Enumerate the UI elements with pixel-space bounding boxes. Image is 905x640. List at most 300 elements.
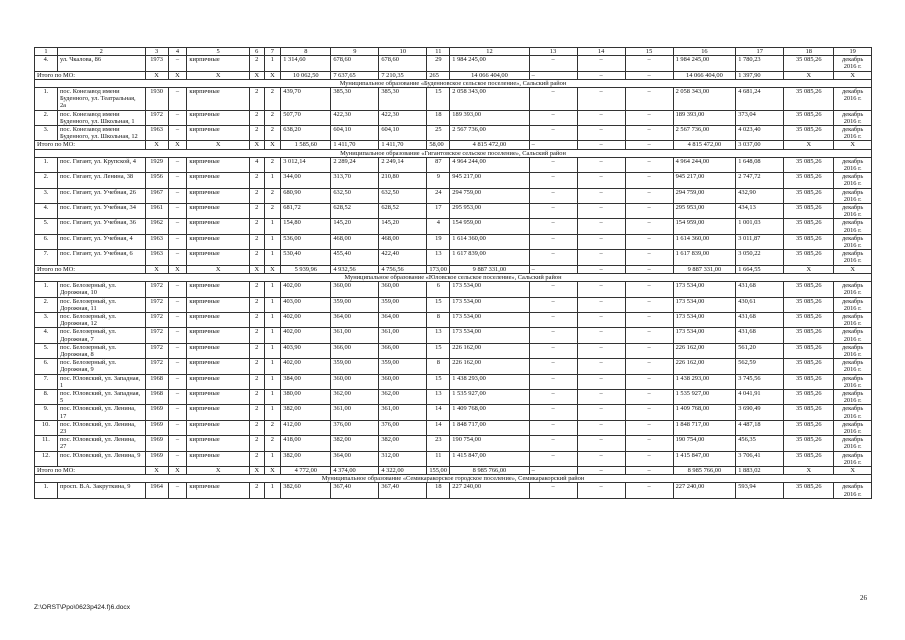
table-cell: 173 534,00 — [450, 328, 529, 343]
table-cell: 14 — [427, 405, 450, 420]
table-row — [35, 88, 872, 111]
table-cell: декабрь 2016 г. — [834, 219, 872, 234]
table-cell: – — [529, 188, 577, 203]
table-cell: 3 690,49 — [736, 405, 784, 420]
table-cell: 1963 — [145, 126, 168, 141]
table-cell: декабрь 2016 г. — [834, 436, 872, 451]
table-cell: 628,52 — [379, 204, 427, 219]
buildings-table — [34, 47, 872, 499]
table-cell: – — [625, 88, 673, 111]
table-cell: 2. — [35, 297, 58, 312]
table-cell: декабрь 2016 г. — [834, 374, 872, 389]
table-cell: – — [529, 436, 577, 451]
table-cell: 2 — [249, 126, 264, 141]
table-cell: 2. — [35, 110, 58, 125]
table-header-row — [35, 48, 872, 56]
table-cell: 2 058 343,00 — [673, 88, 736, 111]
address-cell: пос. Гигант, ул. Учебная, 26 — [57, 188, 145, 203]
table-cell: 2 — [249, 297, 264, 312]
table-cell: 367,40 — [331, 483, 379, 498]
total-cell: X — [834, 265, 872, 273]
table-cell: 359,00 — [331, 359, 379, 374]
table-cell: 3 011,87 — [736, 234, 784, 249]
total-cell: 9 887 331,00 — [673, 265, 736, 273]
table-cell: 1 415 847,00 — [673, 451, 736, 466]
table-row — [35, 250, 872, 265]
table-cell: 210,80 — [379, 173, 427, 188]
table-cell: 190 754,00 — [450, 436, 529, 451]
total-cell: – — [529, 141, 577, 149]
table-row — [35, 328, 872, 343]
address-cell: ул. Чкалова, 86 — [57, 56, 145, 71]
municipality-title: Муниципальное образование «Юловское сельское поселение», Сальский район — [35, 273, 872, 281]
table-cell: – — [577, 56, 625, 71]
table-cell: декабрь 2016 г. — [834, 234, 872, 249]
table-cell: 1963 — [145, 250, 168, 265]
table-cell: – — [168, 328, 187, 343]
table-cell: декабрь 2016 г. — [834, 56, 872, 71]
table-cell: 12. — [35, 451, 58, 466]
table-cell: – — [625, 405, 673, 420]
table-cell: 1 438 293,00 — [450, 374, 529, 389]
table-cell: 1 — [264, 219, 281, 234]
total-cell: – — [577, 466, 625, 474]
table-cell: 1 648,08 — [736, 157, 784, 172]
table-cell: 2 567 736,00 — [450, 126, 529, 141]
table-cell: 2 — [249, 405, 264, 420]
total-cell: X — [187, 141, 250, 149]
table-cell: 1929 — [145, 157, 168, 172]
total-cell: 14 066 404,00 — [673, 71, 736, 79]
table-cell: 2 — [264, 126, 281, 141]
table-cell: 3. — [35, 188, 58, 203]
table-cell: 681,72 — [281, 204, 331, 219]
column-number-header: 5 — [187, 48, 250, 56]
total-cell: 5 939,96 — [281, 265, 331, 273]
table-cell: 945 217,00 — [450, 173, 529, 188]
table-cell: 4 — [249, 157, 264, 172]
table-cell: 1 — [264, 405, 281, 420]
table-cell: 382,00 — [379, 436, 427, 451]
table-cell: 376,00 — [379, 420, 427, 435]
table-cell: 173 534,00 — [450, 282, 529, 297]
address-cell: пос. Юловский, ул. Западная, 1 — [57, 374, 145, 389]
table-cell: декабрь 2016 г. — [834, 297, 872, 312]
table-cell: 364,00 — [379, 312, 427, 327]
table-cell: – — [577, 483, 625, 498]
municipality-title: Муниципальное образование «Буденновское сельское поселение», Сальский район — [35, 79, 872, 87]
table-cell: 1. — [35, 157, 58, 172]
address-cell: пос. Белозерный, ул. Дорожная, 10 — [57, 282, 145, 297]
column-number-header: 19 — [834, 48, 872, 56]
address-cell: пос. Конезавод имени Буденного, ул. Театральная, 2а — [57, 88, 145, 111]
table-cell: 468,00 — [379, 234, 427, 249]
table-cell: 226 162,00 — [673, 359, 736, 374]
total-cell: 4 815 472,00 — [450, 141, 529, 149]
total-cell: X — [249, 71, 264, 79]
table-cell: 226 162,00 — [450, 359, 529, 374]
table-row — [35, 405, 872, 420]
total-cell: – — [577, 71, 625, 79]
table-cell: – — [529, 204, 577, 219]
table-cell: 35 085,26 — [784, 173, 834, 188]
table-cell: 18 — [427, 110, 450, 125]
table-cell: 2 289,24 — [331, 157, 379, 172]
table-cell: – — [577, 343, 625, 358]
table-cell: 367,40 — [379, 483, 427, 498]
table-cell: 1. — [35, 483, 58, 498]
total-cell: X — [168, 141, 187, 149]
table-cell: 2 — [249, 451, 264, 466]
table-cell: – — [168, 188, 187, 203]
table-cell: 4 023,40 — [736, 126, 784, 141]
table-cell: 402,00 — [281, 312, 331, 327]
table-cell: 422,40 — [379, 250, 427, 265]
table-cell: 1 — [264, 359, 281, 374]
table-cell: – — [577, 436, 625, 451]
table-cell: 507,70 — [281, 110, 331, 125]
table-cell: 2 — [249, 219, 264, 234]
table-cell: 173 534,00 — [673, 312, 736, 327]
table-cell: 295 953,00 — [450, 204, 529, 219]
total-cell: X — [834, 71, 872, 79]
table-cell: 35 085,26 — [784, 126, 834, 141]
table-cell: 344,00 — [281, 173, 331, 188]
table-cell: – — [529, 343, 577, 358]
table-cell: 4 964 244,00 — [673, 157, 736, 172]
total-cell: 4 374,00 — [331, 466, 379, 474]
table-cell: декабрь 2016 г. — [834, 420, 872, 435]
table-cell: 1 — [264, 451, 281, 466]
table-cell: 35 085,26 — [784, 204, 834, 219]
total-cell: X — [249, 265, 264, 273]
table-cell: 2 249,14 — [379, 157, 427, 172]
table-cell: 382,00 — [331, 436, 379, 451]
table-cell: 5. — [35, 219, 58, 234]
total-cell: 265 — [427, 71, 450, 79]
table-cell: – — [577, 374, 625, 389]
table-cell: 1972 — [145, 312, 168, 327]
column-number-header: 4 — [168, 48, 187, 56]
address-cell: пос. Белозерный, ул. Дорожная, 8 — [57, 343, 145, 358]
column-number-header: 18 — [784, 48, 834, 56]
table-cell: 1969 — [145, 451, 168, 466]
table-cell: 15 — [427, 88, 450, 111]
table-cell: декабрь 2016 г. — [834, 188, 872, 203]
table-cell: 10. — [35, 420, 58, 435]
table-cell: – — [625, 389, 673, 404]
table-row — [35, 312, 872, 327]
table-cell: – — [577, 420, 625, 435]
table-cell: кирпичные — [187, 297, 250, 312]
table-cell: 2 — [249, 204, 264, 219]
column-number-header: 16 — [673, 48, 736, 56]
column-number-header: 8 — [281, 48, 331, 56]
table-cell: 561,20 — [736, 343, 784, 358]
table-cell: – — [577, 157, 625, 172]
table-cell: 431,68 — [736, 282, 784, 297]
table-cell: – — [529, 420, 577, 435]
total-cell: X — [834, 466, 872, 474]
table-row — [35, 359, 872, 374]
table-cell: 2 — [249, 88, 264, 111]
table-cell: 4 964 244,00 — [450, 157, 529, 172]
table-cell: – — [168, 359, 187, 374]
table-cell: – — [577, 312, 625, 327]
table-cell: 430,61 — [736, 297, 784, 312]
table-cell: 35 085,26 — [784, 420, 834, 435]
table-cell: 1 — [264, 173, 281, 188]
total-cell: 9 887 331,00 — [450, 265, 529, 273]
table-cell: 422,30 — [379, 110, 427, 125]
table-cell: – — [625, 483, 673, 498]
total-cell: – — [625, 265, 673, 273]
table-cell: 2 — [249, 188, 264, 203]
table-cell: – — [529, 282, 577, 297]
table-cell: 87 — [427, 157, 450, 172]
table-cell: 1 617 839,00 — [450, 250, 529, 265]
table-cell: 3 012,14 — [281, 157, 331, 172]
table-cell: 360,00 — [331, 282, 379, 297]
table-cell: 1 984 245,00 — [450, 56, 529, 71]
table-cell: 1968 — [145, 389, 168, 404]
table-cell: 9. — [35, 405, 58, 420]
table-cell: декабрь 2016 г. — [834, 483, 872, 498]
table-cell: кирпичные — [187, 359, 250, 374]
table-cell: – — [529, 234, 577, 249]
table-cell: 3 745,56 — [736, 374, 784, 389]
table-cell: 2 — [264, 188, 281, 203]
table-cell: – — [529, 88, 577, 111]
municipality-title: Муниципальное образование «Гигантовское сельское поселение», Сальский район — [35, 149, 872, 157]
address-cell: пос. Юловский, ул. Ленина, 9 — [57, 451, 145, 466]
address-cell: пос. Гигант, ул. Учебная, 4 — [57, 234, 145, 249]
table-cell: – — [625, 420, 673, 435]
table-cell: 1 — [264, 297, 281, 312]
table-row — [35, 126, 872, 141]
table-cell: – — [168, 173, 187, 188]
table-cell: – — [625, 234, 673, 249]
table-cell: 17 — [427, 204, 450, 219]
table-cell: 6. — [35, 234, 58, 249]
column-number-header: 6 — [249, 48, 264, 56]
total-cell: X — [834, 141, 872, 149]
table-cell: – — [625, 343, 673, 358]
table-cell: 359,00 — [379, 297, 427, 312]
table-row — [35, 483, 872, 498]
table-cell: 154 959,00 — [450, 219, 529, 234]
total-cell: X — [249, 141, 264, 149]
table-cell: 1 535 927,00 — [673, 389, 736, 404]
address-cell: пос. Гигант, ул. Учебная, 6 — [57, 250, 145, 265]
table-cell: декабрь 2016 г. — [834, 389, 872, 404]
table-cell: 1 535 927,00 — [450, 389, 529, 404]
table-cell: – — [625, 219, 673, 234]
table-cell: 4 487,18 — [736, 420, 784, 435]
table-cell: 3. — [35, 126, 58, 141]
table-cell: кирпичные — [187, 234, 250, 249]
table-cell: 1972 — [145, 343, 168, 358]
table-cell: 422,30 — [331, 110, 379, 125]
total-cell: Итого по МО: — [35, 141, 146, 149]
address-cell: просп. В.А. Закруткина, 9 — [57, 483, 145, 498]
table-cell: 145,20 — [331, 219, 379, 234]
table-cell: 1930 — [145, 88, 168, 111]
table-cell: 8. — [35, 389, 58, 404]
table-row — [35, 282, 872, 297]
table-cell: кирпичные — [187, 436, 250, 451]
table-cell: 366,00 — [331, 343, 379, 358]
column-number-header: 2 — [57, 48, 145, 56]
table-cell: – — [625, 173, 673, 188]
table-cell: декабрь 2016 г. — [834, 451, 872, 466]
table-cell: 35 085,26 — [784, 312, 834, 327]
table-cell: – — [625, 451, 673, 466]
table-cell: кирпичные — [187, 312, 250, 327]
table-cell: 402,00 — [281, 359, 331, 374]
address-cell: пос. Конезавод имени Буденного, ул. Школьная, 1 — [57, 110, 145, 125]
table-cell: 403,00 — [281, 297, 331, 312]
column-number-header: 13 — [529, 48, 577, 56]
municipality-title: Муниципальное образование «Семикаракорское городское поселение», Семикаракорский район — [35, 475, 872, 483]
column-number-header: 14 — [577, 48, 625, 56]
table-cell: 418,00 — [281, 436, 331, 451]
table-cell: – — [168, 157, 187, 172]
table-cell: кирпичные — [187, 188, 250, 203]
total-cell: X — [145, 71, 168, 79]
table-cell: – — [168, 297, 187, 312]
table-cell: 1961 — [145, 204, 168, 219]
table-cell: 35 085,26 — [784, 234, 834, 249]
table-cell: – — [577, 328, 625, 343]
table-cell: кирпичные — [187, 328, 250, 343]
table-cell: кирпичные — [187, 389, 250, 404]
table-cell: кирпичные — [187, 56, 250, 71]
total-cell: X — [264, 71, 281, 79]
table-cell: кирпичные — [187, 88, 250, 111]
table-cell: – — [625, 436, 673, 451]
total-cell: 173,00 — [427, 265, 450, 273]
table-cell: 604,10 — [379, 126, 427, 141]
column-number-header: 3 — [145, 48, 168, 56]
table-cell: 2. — [35, 173, 58, 188]
table-cell: 530,40 — [281, 250, 331, 265]
table-cell: 2 — [249, 436, 264, 451]
total-cell: 8 985 766,00 — [673, 466, 736, 474]
table-cell: 227 240,00 — [450, 483, 529, 498]
table-cell: 2 — [249, 420, 264, 435]
table-cell: 362,00 — [379, 389, 427, 404]
table-cell: 1 — [264, 483, 281, 498]
table-cell: 1 — [264, 389, 281, 404]
table-cell: 4 041,91 — [736, 389, 784, 404]
table-cell: – — [577, 204, 625, 219]
column-number-header: 15 — [625, 48, 673, 56]
table-cell: 1972 — [145, 328, 168, 343]
address-cell: пос. Белозерный, ул. Дорожная, 11 — [57, 297, 145, 312]
table-cell: 360,00 — [379, 374, 427, 389]
table-cell: 1 848 717,00 — [673, 420, 736, 435]
table-cell: 2 — [249, 250, 264, 265]
table-cell: 2 — [249, 328, 264, 343]
table-cell: 35 085,26 — [784, 88, 834, 111]
table-cell: 1972 — [145, 282, 168, 297]
column-number-header: 9 — [331, 48, 379, 56]
table-cell: – — [625, 188, 673, 203]
total-cell: – — [577, 265, 625, 273]
table-cell: 439,70 — [281, 88, 331, 111]
table-cell: 15 — [427, 374, 450, 389]
address-cell: пос. Юловский, ул. Ленина, 23 — [57, 420, 145, 435]
table-cell: 2 — [249, 389, 264, 404]
table-cell: 1 415 847,00 — [450, 451, 529, 466]
table-cell: 35 085,26 — [784, 56, 834, 71]
total-cell: X — [145, 466, 168, 474]
table-row — [35, 343, 872, 358]
table-cell: – — [529, 389, 577, 404]
table-cell: 1 — [264, 312, 281, 327]
table-cell: кирпичные — [187, 110, 250, 125]
table-cell: 638,20 — [281, 126, 331, 141]
total-cell: 4 756,56 — [379, 265, 427, 273]
table-row — [35, 234, 872, 249]
table-cell: 2 — [264, 420, 281, 435]
table-cell: декабрь 2016 г. — [834, 343, 872, 358]
table-cell: 2 — [264, 110, 281, 125]
table-cell: 2 — [249, 110, 264, 125]
table-row — [35, 420, 872, 435]
table-cell: 1 — [264, 343, 281, 358]
table-cell: – — [168, 420, 187, 435]
table-cell: 380,00 — [281, 389, 331, 404]
table-cell: – — [625, 110, 673, 125]
table-cell: 945 217,00 — [673, 173, 736, 188]
table-cell: 1 — [264, 250, 281, 265]
table-cell: декабрь 2016 г. — [834, 204, 872, 219]
table-cell: 1956 — [145, 173, 168, 188]
address-cell: пос. Белозерный, ул. Дорожная, 9 — [57, 359, 145, 374]
table-cell: 35 085,26 — [784, 451, 834, 466]
total-cell: 4 815 472,00 — [673, 141, 736, 149]
table-cell: – — [625, 126, 673, 141]
table-cell: 1 409 768,00 — [673, 405, 736, 420]
table-cell: 680,90 — [281, 188, 331, 203]
table-cell: 173 534,00 — [673, 282, 736, 297]
table-cell: 35 085,26 — [784, 343, 834, 358]
total-cell: X — [264, 141, 281, 149]
total-row — [35, 71, 872, 79]
table-cell: – — [168, 126, 187, 141]
total-cell: 58,00 — [427, 141, 450, 149]
section-header-row — [35, 475, 872, 483]
total-cell: – — [625, 71, 673, 79]
table-cell: – — [577, 359, 625, 374]
table-cell: 173 534,00 — [673, 297, 736, 312]
table-cell: 11 — [427, 451, 450, 466]
address-cell: пос. Гигант, ул. Учебная, 34 — [57, 204, 145, 219]
table-row — [35, 188, 872, 203]
total-cell: X — [145, 265, 168, 273]
table-cell: 1 984 245,00 — [673, 56, 736, 71]
table-row — [35, 374, 872, 389]
table-cell: 1 — [264, 374, 281, 389]
table-cell: 35 085,26 — [784, 436, 834, 451]
table-cell: 1969 — [145, 436, 168, 451]
total-cell: Итого по МО: — [35, 265, 146, 273]
table-cell: 593,94 — [736, 483, 784, 498]
table-cell: 29 — [427, 56, 450, 71]
table-cell: 312,00 — [379, 451, 427, 466]
